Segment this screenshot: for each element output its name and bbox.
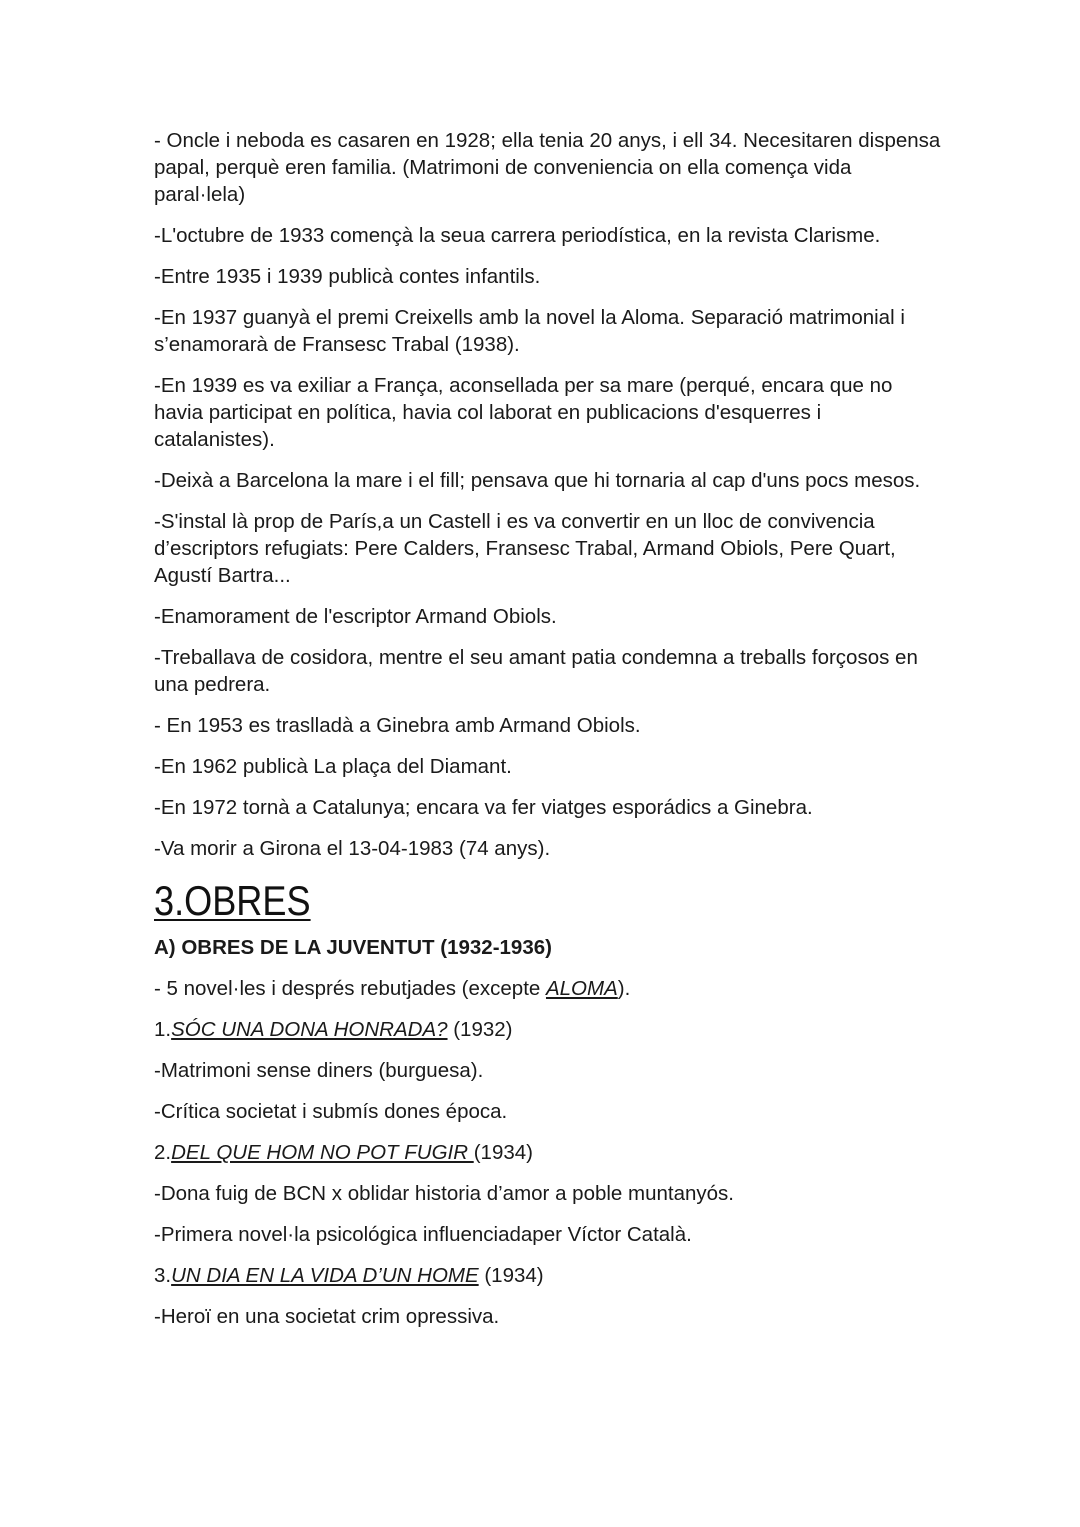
- bio-paragraph: -Va morir a Girona el 13-04-1983 (74 anys).: [154, 837, 551, 860]
- work-note: -Crítica societat i submís dones época.: [154, 1100, 508, 1123]
- document-page: [154, 127, 944, 1344]
- bio-paragraph: -En 1972 tornà a Catalunya; encara va fer viatges esporádics a Ginebra.: [154, 796, 813, 819]
- intro-prefix: - 5 novel·les i després rebutjades (excepte: [154, 977, 546, 1000]
- section-subheading: A) OBRES DE LA JUVENTUT (1932-1936): [154, 936, 552, 959]
- work-number: 3.: [154, 1264, 172, 1287]
- work-note: -Dona fuig de BCN x oblidar historia d’amor a poble muntanyós.: [154, 1182, 734, 1205]
- bio-paragraph: -Treballava de cosidora, mentre el seu amant patia condemna a treballs forçosos en una pedrera.: [154, 646, 918, 696]
- bio-paragraph: -Enamorament de l'escriptor Armand Obiols.: [154, 605, 557, 628]
- work-title: UN DIA EN LA VIDA D’UN HOME: [171, 1264, 479, 1287]
- work-note: -Primera novel·la psicológica influenciadaper Víctor Català.: [154, 1223, 692, 1246]
- work-year: (1932): [447, 1018, 513, 1041]
- work-heading: [154, 1139, 944, 1166]
- works-intro: [154, 975, 944, 1002]
- work-heading: [154, 1262, 944, 1289]
- section-heading: 3.OBRES: [154, 877, 311, 924]
- work-title-aloma: ALOMA: [545, 977, 618, 1000]
- bio-paragraph: -Deixà a Barcelona la mare i el fill; pensava que hi tornaria al cap d'uns pocs mesos.: [154, 469, 921, 492]
- bio-paragraph: -En 1937 guanyà el premi Creixells amb la novel la Aloma. Separació matrimonial i s’enamorarà de Fransesc Trabal (1938).: [154, 306, 905, 356]
- work-number: 2.: [154, 1141, 172, 1164]
- work-year: (1934): [478, 1264, 544, 1287]
- bio-paragraph: -L'octubre de 1933 començà la seua carrera periodística, en la revista Clarisme.: [154, 224, 881, 247]
- bio-paragraph: - En 1953 es traslladà a Ginebra amb Armand Obiols.: [154, 714, 641, 737]
- bio-paragraph: -En 1939 es va exiliar a França, aconsellada per sa mare (perqué, encara que no havia participat en política, havia col laborat en publicacions d'esquerres i catalanistes).: [154, 374, 893, 451]
- work-title: DEL QUE HOM NO POT FUGIR: [171, 1141, 474, 1164]
- work-note: -Matrimoni sense diners (burguesa).: [154, 1059, 484, 1082]
- bio-paragraph: -Entre 1935 i 1939 publicà contes infantils.: [154, 265, 541, 288]
- work-heading: [154, 1016, 944, 1043]
- work-note: -Heroï en una societat crim opressiva.: [154, 1305, 500, 1328]
- bio-paragraph: - Oncle i neboda es casaren en 1928; ella tenia 20 anys, i ell 34. Necesitaren dispensa papal, perquè eren familia. (Matrimoni de conveniencia on ella comença vida paral·lela): [154, 129, 941, 206]
- bio-paragraph: -S'instal là prop de París,a un Castell i es va convertir en un lloc de convivencia d’escriptors refugiats: Pere Calders, Fransesc Trabal, Armand Obiols, Pere Quart, Agustí Bartra...: [154, 510, 896, 587]
- work-number: 1.: [154, 1018, 172, 1041]
- bio-paragraph: -En 1962 publicà La plaça del Diamant.: [154, 755, 512, 778]
- work-year: (1934): [473, 1141, 533, 1164]
- intro-suffix: ).: [617, 977, 631, 1000]
- work-title: SÓC UNA DONA HONRADA?: [171, 1018, 448, 1041]
